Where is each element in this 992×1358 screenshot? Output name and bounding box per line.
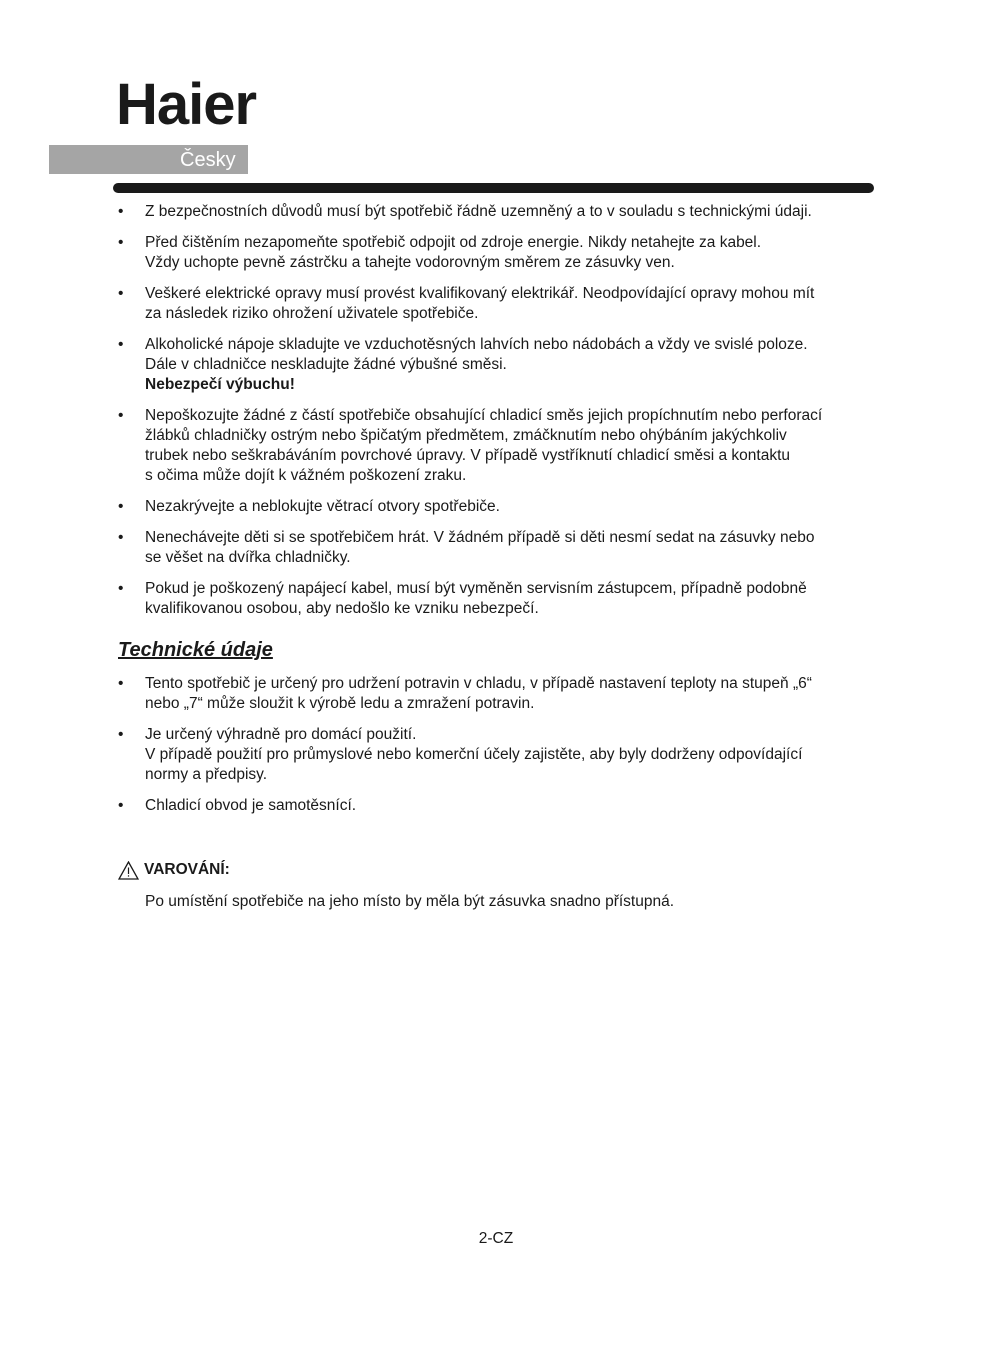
bullet-icon: • (118, 797, 124, 814)
language-bar (49, 145, 248, 174)
list-item (118, 725, 878, 785)
list-item-line: Je určený výhradně pro domácí použití. (145, 726, 417, 743)
list-item-line: Z bezpečnostních důvodů musí být spotřebič řádně uzemněný a to v souladu s technickými údaji. (145, 203, 812, 220)
language-label: Česky (180, 149, 236, 171)
bullet-icon: • (118, 529, 124, 546)
list-item-line: Nenechávejte děti si se spotřebičem hrát. V žádném případě si děti nesmí sedat na zásuvky nebo (145, 529, 815, 546)
warning-text: Po umístění spotřebiče na jeho místo by měla být zásuvka snadno přístupná. (145, 893, 675, 910)
list-item-line: s očima může dojít k vážném poškození zraku. (145, 467, 467, 484)
list-item (118, 528, 878, 568)
list-item-line: Pokud je poškozený napájecí kabel, musí být vyměněn servisním zástupcem, případně podobně (145, 580, 807, 597)
bullet-icon: • (118, 675, 124, 692)
bullet-icon: • (118, 285, 124, 302)
list-item-line: Tento spotřebič je určený pro udržení potravin v chladu, v případě nastavení teploty na stupeň „6“ (145, 675, 812, 692)
list-item-line: nebo „7“ může sloužit k výrobě ledu a zmražení potravin. (145, 695, 535, 712)
list-item (118, 497, 878, 517)
list-item (118, 202, 878, 222)
bullet-icon: • (118, 336, 124, 353)
list-item-line: Dále v chladničce neskladujte žádné výbušné směsi. (145, 356, 507, 373)
list-item-line: se věšet na dvířka chladničky. (145, 549, 351, 566)
page-content (118, 202, 878, 912)
header-divider (113, 183, 874, 193)
warning-block (118, 860, 878, 912)
brand-logo: Haier (116, 72, 257, 137)
list-item-line: Veškeré elektrické opravy musí provést kvalifikovaný elektrikář. Neodpovídající opravy mohou mít (145, 285, 815, 302)
bullet-icon: • (118, 234, 124, 251)
list-item-line: Alkoholické nápoje skladujte ve vzduchotěsných lahvích nebo nádobách a vždy ve svislé poloze. (145, 336, 808, 353)
technical-list (118, 674, 878, 816)
list-item (118, 406, 878, 486)
list-item-line: trubek nebo seškrabáváním povrchové úpravy. V případě vystříknutí chladicí směsi a kontaktu (145, 447, 791, 464)
list-item-line: normy a předpisy. (145, 766, 268, 783)
warning-heading (118, 860, 878, 880)
bullet-icon: • (118, 580, 124, 597)
list-item (118, 284, 878, 324)
warning-triangle-icon (118, 861, 139, 880)
bullet-icon: • (118, 203, 124, 220)
page-number: 2-CZ (478, 1230, 514, 1247)
list-item-emphasis: Nebezpečí výbuchu! (145, 376, 295, 393)
bullet-icon: • (118, 726, 124, 743)
list-item (118, 233, 878, 273)
list-item-line: Nepoškozujte žádné z částí spotřebiče obsahující chladicí směs jejich propíchnutím nebo perforací (145, 407, 823, 424)
list-item (118, 335, 878, 395)
list-item-line: kvalifikovanou osobou, aby nedošlo ke vzniku nebezpečí. (145, 600, 539, 617)
list-item (118, 579, 878, 619)
technical-section-title: Technické údaje (118, 639, 273, 661)
bullet-icon: • (118, 498, 124, 515)
list-item-line: žlábků chladničky ostrým nebo špičatým předmětem, zmáčknutím nebo ohýbáním jakýchkoliv (145, 427, 787, 444)
bullet-icon: • (118, 407, 124, 424)
list-item-line: Před čištěním nezapomeňte spotřebič odpojit od zdroje energie. Nikdy netahejte za kabel. (145, 234, 762, 251)
list-item-line: V případě použití pro průmyslové nebo komerční účely zajistěte, aby byly dodrženy odpovídající (145, 746, 803, 763)
safety-list (118, 202, 878, 619)
list-item-line: za následek riziko ohrožení uživatele spotřebiče. (145, 305, 479, 322)
warning-label: VAROVÁNÍ: (144, 861, 230, 878)
list-item-line: Chladicí obvod je samotěsnící. (145, 797, 357, 814)
list-item-line: Vždy uchopte pevně zástrčku a tahejte vodorovným směrem ze zásuvky ven. (145, 254, 675, 271)
list-item (118, 674, 878, 714)
list-item-line: Nezakrývejte a neblokujte větrací otvory spotřebiče. (145, 498, 500, 515)
list-item (118, 796, 878, 816)
